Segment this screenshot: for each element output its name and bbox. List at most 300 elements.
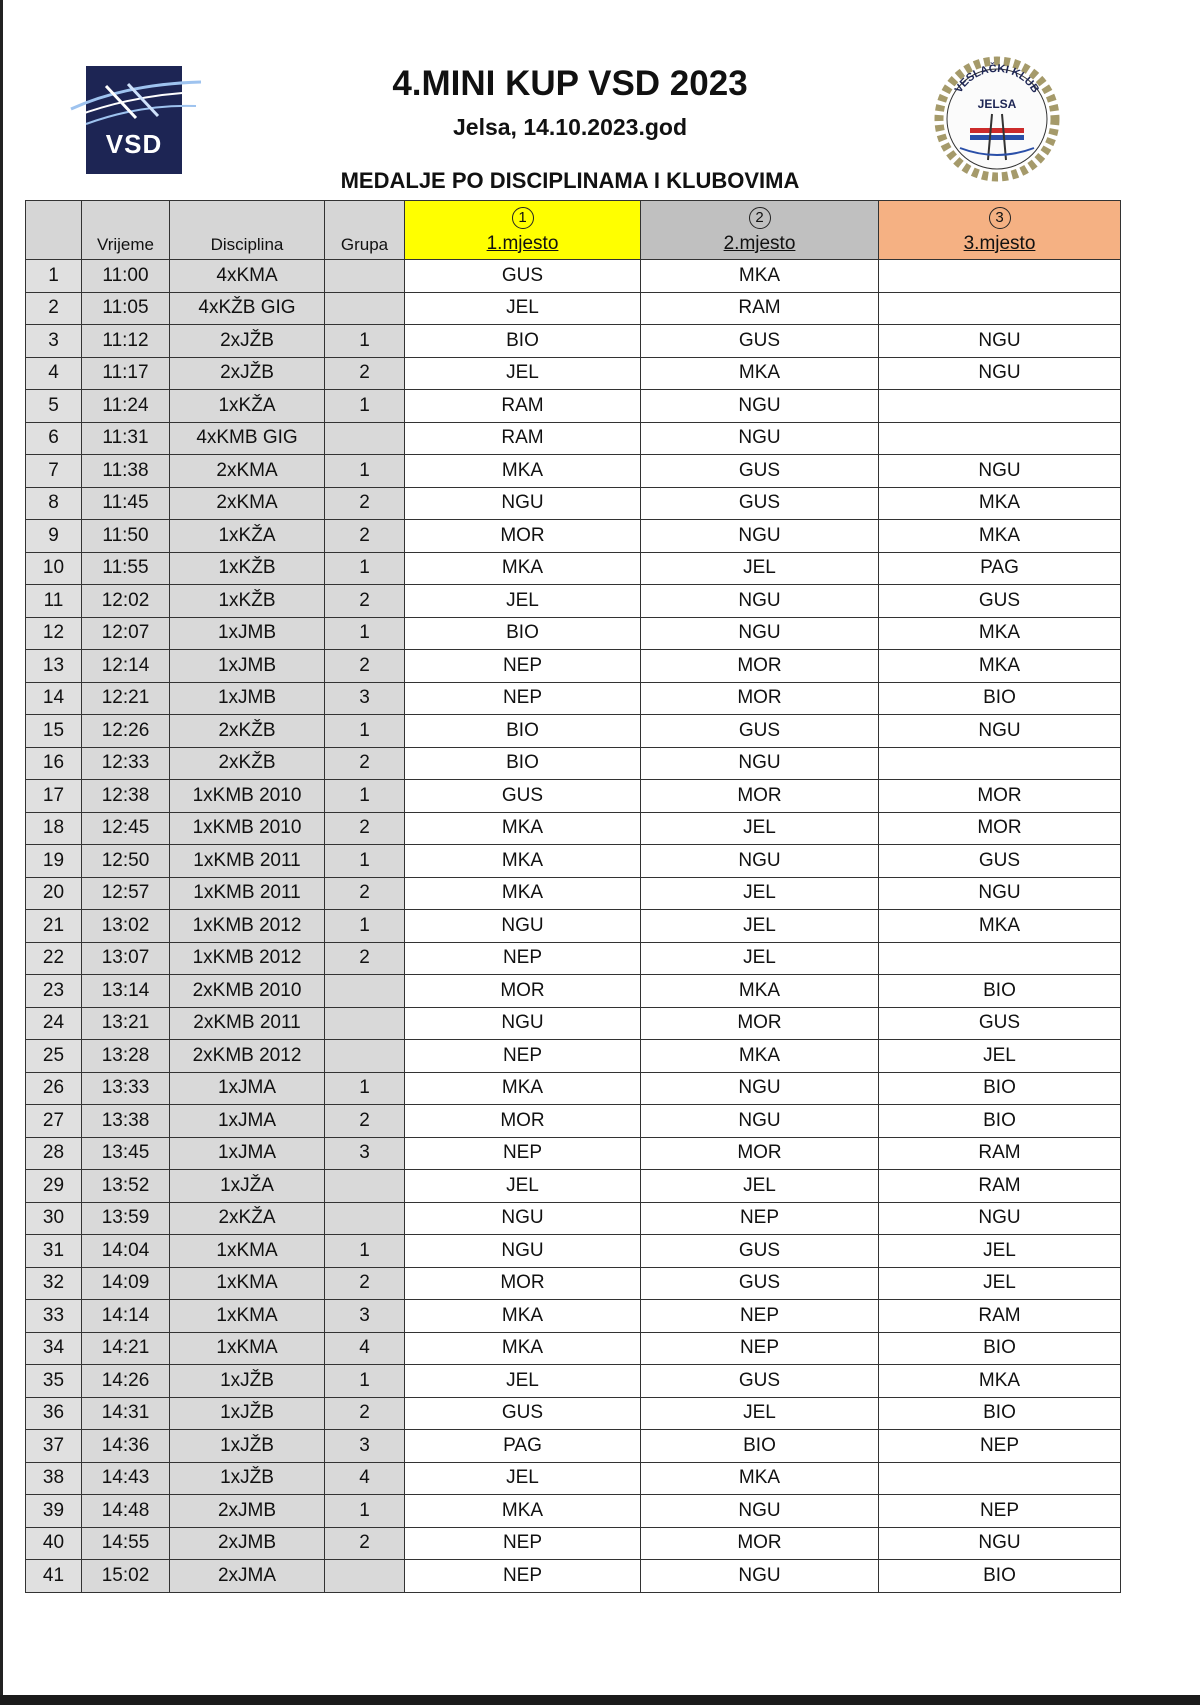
row-number: 19 xyxy=(26,845,82,878)
second-place-cell: GUS xyxy=(641,1267,879,1300)
second-place-cell: MKA xyxy=(641,260,879,293)
time-cell: 13:21 xyxy=(82,1007,170,1040)
time-cell: 14:09 xyxy=(82,1267,170,1300)
discipline-cell: 1xKMB 2010 xyxy=(170,812,325,845)
row-number: 39 xyxy=(26,1495,82,1528)
discipline-cell: 2xKŽB xyxy=(170,715,325,748)
time-cell: 12:02 xyxy=(82,585,170,618)
club-logo-town: JELSA xyxy=(977,97,1017,111)
group-cell xyxy=(325,1007,405,1040)
col-header-second-place xyxy=(641,201,879,260)
group-cell xyxy=(325,1170,405,1203)
time-cell: 14:14 xyxy=(82,1300,170,1333)
first-place-cell: NGU xyxy=(405,910,641,943)
table-row xyxy=(26,1495,1121,1528)
page-subtitle: Jelsa, 14.10.2023.god xyxy=(453,114,687,140)
group-cell xyxy=(325,1560,405,1593)
col-header-third-place xyxy=(879,201,1121,260)
time-cell: 11:45 xyxy=(82,487,170,520)
group-cell: 2 xyxy=(325,812,405,845)
first-place-cell: MKA xyxy=(405,812,641,845)
second-place-cell: NGU xyxy=(641,390,879,423)
table-row xyxy=(26,1430,1121,1463)
group-cell: 2 xyxy=(325,520,405,553)
time-cell: 14:21 xyxy=(82,1332,170,1365)
row-number: 2 xyxy=(26,292,82,325)
third-place-cell: MKA xyxy=(879,910,1121,943)
group-cell: 1 xyxy=(325,390,405,423)
group-cell: 2 xyxy=(325,1267,405,1300)
time-cell: 11:05 xyxy=(82,292,170,325)
group-cell: 1 xyxy=(325,1235,405,1268)
discipline-cell: 1xKMB 2010 xyxy=(170,780,325,813)
group-cell: 1 xyxy=(325,455,405,488)
group-cell: 2 xyxy=(325,650,405,683)
table-row xyxy=(26,552,1121,585)
time-cell: 11:38 xyxy=(82,455,170,488)
row-number: 33 xyxy=(26,1300,82,1333)
discipline-cell: 1xKMB 2011 xyxy=(170,877,325,910)
first-place-cell: MKA xyxy=(405,877,641,910)
time-cell: 11:17 xyxy=(82,357,170,390)
group-cell: 1 xyxy=(325,780,405,813)
first-place-cell: BIO xyxy=(405,617,641,650)
first-place-cell: NGU xyxy=(405,1235,641,1268)
third-place-cell: BIO xyxy=(879,1072,1121,1105)
second-place-cell: JEL xyxy=(641,1397,879,1430)
row-number: 4 xyxy=(26,357,82,390)
row-number: 34 xyxy=(26,1332,82,1365)
group-cell: 1 xyxy=(325,1495,405,1528)
time-cell: 13:33 xyxy=(82,1072,170,1105)
time-cell: 14:55 xyxy=(82,1527,170,1560)
second-place-cell: NEP xyxy=(641,1300,879,1333)
third-place-cell xyxy=(879,747,1121,780)
group-cell: 1 xyxy=(325,325,405,358)
second-place-cell: NGU xyxy=(641,617,879,650)
first-place-cell: BIO xyxy=(405,715,641,748)
row-number: 24 xyxy=(26,1007,82,1040)
first-place-cell: MOR xyxy=(405,975,641,1008)
first-place-cell: MKA xyxy=(405,455,641,488)
table-row xyxy=(26,390,1121,423)
discipline-cell: 1xKMA xyxy=(170,1300,325,1333)
table-row xyxy=(26,682,1121,715)
time-cell: 12:07 xyxy=(82,617,170,650)
second-place-label: 2.mjesto xyxy=(723,233,796,254)
col-header-time: Vrijeme xyxy=(82,201,170,260)
table-heading: MEDALJE PO DISCIPLINAMA I KLUBOVIMA xyxy=(340,168,800,193)
discipline-cell: 4xKMA xyxy=(170,260,325,293)
col-header-group: Grupa xyxy=(325,201,405,260)
second-place-badge: 2 xyxy=(749,207,771,229)
group-cell: 1 xyxy=(325,552,405,585)
row-number: 9 xyxy=(26,520,82,553)
first-place-cell: BIO xyxy=(405,325,641,358)
first-place-cell: NEP xyxy=(405,1560,641,1593)
third-place-cell: BIO xyxy=(879,975,1121,1008)
table-row xyxy=(26,1397,1121,1430)
time-cell: 11:55 xyxy=(82,552,170,585)
table-row xyxy=(26,325,1121,358)
table-row xyxy=(26,1072,1121,1105)
time-cell: 13:59 xyxy=(82,1202,170,1235)
third-place-cell: JEL xyxy=(879,1267,1121,1300)
first-place-cell: NEP xyxy=(405,942,641,975)
time-cell: 14:26 xyxy=(82,1365,170,1398)
club-logo xyxy=(930,52,1064,186)
second-place-cell: MOR xyxy=(641,1137,879,1170)
row-number: 32 xyxy=(26,1267,82,1300)
time-cell: 11:00 xyxy=(82,260,170,293)
group-cell xyxy=(325,1202,405,1235)
discipline-cell: 1xJMB xyxy=(170,682,325,715)
group-cell: 3 xyxy=(325,682,405,715)
discipline-cell: 2xJMB xyxy=(170,1527,325,1560)
table-row xyxy=(26,780,1121,813)
time-cell: 12:50 xyxy=(82,845,170,878)
row-number: 17 xyxy=(26,780,82,813)
group-cell: 3 xyxy=(325,1430,405,1463)
third-place-cell: NGU xyxy=(879,1527,1121,1560)
discipline-cell: 2xJŽB xyxy=(170,325,325,358)
group-cell: 2 xyxy=(325,877,405,910)
row-number: 38 xyxy=(26,1462,82,1495)
table-row xyxy=(26,910,1121,943)
time-cell: 12:45 xyxy=(82,812,170,845)
row-number: 15 xyxy=(26,715,82,748)
third-place-cell: JEL xyxy=(879,1235,1121,1268)
table-row xyxy=(26,357,1121,390)
third-place-label: 3.mjesto xyxy=(963,233,1036,254)
row-number: 20 xyxy=(26,877,82,910)
third-place-cell: MKA xyxy=(879,1365,1121,1398)
first-place-cell: NGU xyxy=(405,487,641,520)
discipline-cell: 2xKMB 2012 xyxy=(170,1040,325,1073)
third-place-cell: MKA xyxy=(879,617,1121,650)
second-place-cell: MOR xyxy=(641,1527,879,1560)
group-cell: 2 xyxy=(325,1397,405,1430)
discipline-cell: 1xJMB xyxy=(170,617,325,650)
vsd-logo-text: VSD xyxy=(105,129,163,159)
row-number: 12 xyxy=(26,617,82,650)
time-cell: 11:50 xyxy=(82,520,170,553)
group-cell: 1 xyxy=(325,1072,405,1105)
first-place-cell: RAM xyxy=(405,422,641,455)
club-logo-name: VESLAČKI KLUB xyxy=(952,62,1042,96)
group-cell xyxy=(325,260,405,293)
row-number: 30 xyxy=(26,1202,82,1235)
second-place-cell: MOR xyxy=(641,650,879,683)
first-place-cell: NEP xyxy=(405,650,641,683)
row-number: 18 xyxy=(26,812,82,845)
third-place-cell: MKA xyxy=(879,520,1121,553)
first-place-cell: NEP xyxy=(405,1137,641,1170)
discipline-cell: 1xKŽA xyxy=(170,520,325,553)
first-place-cell: NEP xyxy=(405,1527,641,1560)
discipline-cell: 1xJMA xyxy=(170,1072,325,1105)
row-number: 7 xyxy=(26,455,82,488)
group-cell: 2 xyxy=(325,1527,405,1560)
time-cell: 13:02 xyxy=(82,910,170,943)
discipline-cell: 1xJŽB xyxy=(170,1430,325,1463)
table-row xyxy=(26,1365,1121,1398)
table-row xyxy=(26,520,1121,553)
bottom-bar xyxy=(0,1695,1200,1705)
row-number: 29 xyxy=(26,1170,82,1203)
discipline-cell: 2xKŽA xyxy=(170,1202,325,1235)
third-place-cell xyxy=(879,422,1121,455)
first-place-cell: MOR xyxy=(405,1267,641,1300)
first-place-cell: NGU xyxy=(405,1007,641,1040)
col-header-discipline: Disciplina xyxy=(170,201,325,260)
third-place-cell: PAG xyxy=(879,552,1121,585)
second-place-cell: RAM xyxy=(641,292,879,325)
table-row xyxy=(26,260,1121,293)
group-cell xyxy=(325,1040,405,1073)
discipline-cell: 2xJMB xyxy=(170,1495,325,1528)
third-place-cell: NGU xyxy=(879,715,1121,748)
third-place-cell: RAM xyxy=(879,1137,1121,1170)
time-cell: 12:57 xyxy=(82,877,170,910)
third-place-cell: BIO xyxy=(879,1397,1121,1430)
results-table xyxy=(25,200,1121,1593)
row-number: 41 xyxy=(26,1560,82,1593)
table-row xyxy=(26,1105,1121,1138)
time-cell: 13:45 xyxy=(82,1137,170,1170)
second-place-cell: JEL xyxy=(641,942,879,975)
row-number: 35 xyxy=(26,1365,82,1398)
row-number: 23 xyxy=(26,975,82,1008)
third-place-cell: BIO xyxy=(879,1332,1121,1365)
first-place-cell: MKA xyxy=(405,845,641,878)
table-row xyxy=(26,1235,1121,1268)
time-cell: 12:21 xyxy=(82,682,170,715)
row-number: 13 xyxy=(26,650,82,683)
second-place-cell: JEL xyxy=(641,877,879,910)
discipline-cell: 2xJŽB xyxy=(170,357,325,390)
third-place-cell: GUS xyxy=(879,585,1121,618)
row-number: 1 xyxy=(26,260,82,293)
second-place-cell: NGU xyxy=(641,1072,879,1105)
first-place-cell: MKA xyxy=(405,1072,641,1105)
table-row xyxy=(26,845,1121,878)
table-row xyxy=(26,1267,1121,1300)
table-row xyxy=(26,455,1121,488)
discipline-cell: 1xKŽA xyxy=(170,390,325,423)
group-cell xyxy=(325,975,405,1008)
time-cell: 15:02 xyxy=(82,1560,170,1593)
second-place-cell: JEL xyxy=(641,1170,879,1203)
row-number: 25 xyxy=(26,1040,82,1073)
time-cell: 14:48 xyxy=(82,1495,170,1528)
col-header-number xyxy=(26,201,82,260)
first-place-cell: NEP xyxy=(405,682,641,715)
table-row xyxy=(26,585,1121,618)
discipline-cell: 1xKMB 2012 xyxy=(170,942,325,975)
second-place-cell: MKA xyxy=(641,975,879,1008)
group-cell: 3 xyxy=(325,1137,405,1170)
second-place-cell: MKA xyxy=(641,1462,879,1495)
first-place-label: 1.mjesto xyxy=(486,233,559,254)
time-cell: 12:38 xyxy=(82,780,170,813)
third-place-cell: NGU xyxy=(879,455,1121,488)
group-cell xyxy=(325,422,405,455)
third-place-cell xyxy=(879,390,1121,423)
vsd-logo xyxy=(86,66,182,174)
discipline-cell: 1xKŽB xyxy=(170,552,325,585)
third-place-badge: 3 xyxy=(989,207,1011,229)
table-row xyxy=(26,1170,1121,1203)
first-place-cell: MOR xyxy=(405,520,641,553)
table-header-row xyxy=(26,201,1121,260)
table-row xyxy=(26,1040,1121,1073)
table-row xyxy=(26,292,1121,325)
time-cell: 13:52 xyxy=(82,1170,170,1203)
second-place-cell: JEL xyxy=(641,552,879,585)
row-number: 3 xyxy=(26,325,82,358)
second-place-cell: GUS xyxy=(641,1235,879,1268)
group-cell: 1 xyxy=(325,910,405,943)
second-place-cell: JEL xyxy=(641,812,879,845)
group-cell: 4 xyxy=(325,1332,405,1365)
third-place-cell: MKA xyxy=(879,650,1121,683)
table-row xyxy=(26,1137,1121,1170)
third-place-cell: BIO xyxy=(879,1560,1121,1593)
second-place-cell: GUS xyxy=(641,325,879,358)
time-cell: 14:31 xyxy=(82,1397,170,1430)
table-row xyxy=(26,715,1121,748)
third-place-cell xyxy=(879,942,1121,975)
row-number: 28 xyxy=(26,1137,82,1170)
second-place-cell: NGU xyxy=(641,422,879,455)
discipline-cell: 2xKMB 2010 xyxy=(170,975,325,1008)
group-cell: 2 xyxy=(325,942,405,975)
time-cell: 11:24 xyxy=(82,390,170,423)
discipline-cell: 2xKMB 2011 xyxy=(170,1007,325,1040)
time-cell: 13:38 xyxy=(82,1105,170,1138)
first-place-cell: MKA xyxy=(405,552,641,585)
discipline-cell: 1xJMB xyxy=(170,650,325,683)
time-cell: 11:12 xyxy=(82,325,170,358)
discipline-cell: 1xKMA xyxy=(170,1332,325,1365)
group-cell: 2 xyxy=(325,1105,405,1138)
discipline-cell: 4xKMB GIG xyxy=(170,422,325,455)
second-place-cell: NGU xyxy=(641,845,879,878)
row-number: 16 xyxy=(26,747,82,780)
first-place-cell: BIO xyxy=(405,747,641,780)
third-place-cell: NGU xyxy=(879,325,1121,358)
table-row xyxy=(26,1202,1121,1235)
time-cell: 13:28 xyxy=(82,1040,170,1073)
col-header-first-place xyxy=(405,201,641,260)
discipline-cell: 1xJMA xyxy=(170,1137,325,1170)
row-number: 40 xyxy=(26,1527,82,1560)
second-place-cell: NGU xyxy=(641,1560,879,1593)
discipline-cell: 1xJŽB xyxy=(170,1462,325,1495)
table-row xyxy=(26,1300,1121,1333)
group-cell: 1 xyxy=(325,617,405,650)
group-cell: 1 xyxy=(325,845,405,878)
group-cell: 1 xyxy=(325,1365,405,1398)
table-row xyxy=(26,975,1121,1008)
discipline-cell: 2xKŽB xyxy=(170,747,325,780)
second-place-cell: MKA xyxy=(641,1040,879,1073)
discipline-cell: 2xJMA xyxy=(170,1560,325,1593)
results-table-body xyxy=(26,260,1121,1593)
third-place-cell: NGU xyxy=(879,1202,1121,1235)
third-place-cell xyxy=(879,292,1121,325)
first-place-cell: MKA xyxy=(405,1300,641,1333)
rowing-oars-icon xyxy=(66,74,206,134)
second-place-cell: NGU xyxy=(641,1105,879,1138)
table-row xyxy=(26,877,1121,910)
second-place-cell: GUS xyxy=(641,1365,879,1398)
discipline-cell: 1xKMB 2011 xyxy=(170,845,325,878)
row-number: 21 xyxy=(26,910,82,943)
time-cell: 12:26 xyxy=(82,715,170,748)
discipline-cell: 2xKMA xyxy=(170,455,325,488)
third-place-cell: MOR xyxy=(879,780,1121,813)
page-title: 4.MINI KUP VSD 2023 xyxy=(392,64,748,103)
discipline-cell: 1xJŽA xyxy=(170,1170,325,1203)
row-number: 14 xyxy=(26,682,82,715)
table-row xyxy=(26,747,1121,780)
third-place-cell: MKA xyxy=(879,487,1121,520)
second-place-cell: NEP xyxy=(641,1332,879,1365)
first-place-cell: JEL xyxy=(405,292,641,325)
first-place-cell: GUS xyxy=(405,260,641,293)
time-cell: 14:04 xyxy=(82,1235,170,1268)
third-place-cell: GUS xyxy=(879,845,1121,878)
table-row xyxy=(26,422,1121,455)
row-number: 5 xyxy=(26,390,82,423)
group-cell: 3 xyxy=(325,1300,405,1333)
third-place-cell: GUS xyxy=(879,1007,1121,1040)
first-place-cell: NEP xyxy=(405,1040,641,1073)
table-row xyxy=(26,487,1121,520)
first-place-cell: JEL xyxy=(405,357,641,390)
discipline-cell: 1xKMB 2012 xyxy=(170,910,325,943)
time-cell: 14:36 xyxy=(82,1430,170,1463)
third-place-cell: MOR xyxy=(879,812,1121,845)
discipline-cell: 1xJŽB xyxy=(170,1365,325,1398)
row-number: 22 xyxy=(26,942,82,975)
second-place-cell: BIO xyxy=(641,1430,879,1463)
discipline-cell: 1xJMA xyxy=(170,1105,325,1138)
table-row xyxy=(26,617,1121,650)
third-place-cell xyxy=(879,260,1121,293)
group-cell: 2 xyxy=(325,747,405,780)
table-row xyxy=(26,1527,1121,1560)
discipline-cell: 2xKMA xyxy=(170,487,325,520)
second-place-cell: NGU xyxy=(641,520,879,553)
first-place-cell: JEL xyxy=(405,1170,641,1203)
discipline-cell: 1xJŽB xyxy=(170,1397,325,1430)
discipline-cell: 1xKMA xyxy=(170,1267,325,1300)
second-place-cell: NGU xyxy=(641,1495,879,1528)
table-row xyxy=(26,650,1121,683)
row-number: 31 xyxy=(26,1235,82,1268)
first-place-cell: GUS xyxy=(405,1397,641,1430)
time-cell: 14:43 xyxy=(82,1462,170,1495)
third-place-cell: NGU xyxy=(879,877,1121,910)
discipline-cell: 4xKŽB GIG xyxy=(170,292,325,325)
group-cell: 2 xyxy=(325,357,405,390)
row-number: 27 xyxy=(26,1105,82,1138)
second-place-cell: MOR xyxy=(641,1007,879,1040)
group-cell: 1 xyxy=(325,715,405,748)
